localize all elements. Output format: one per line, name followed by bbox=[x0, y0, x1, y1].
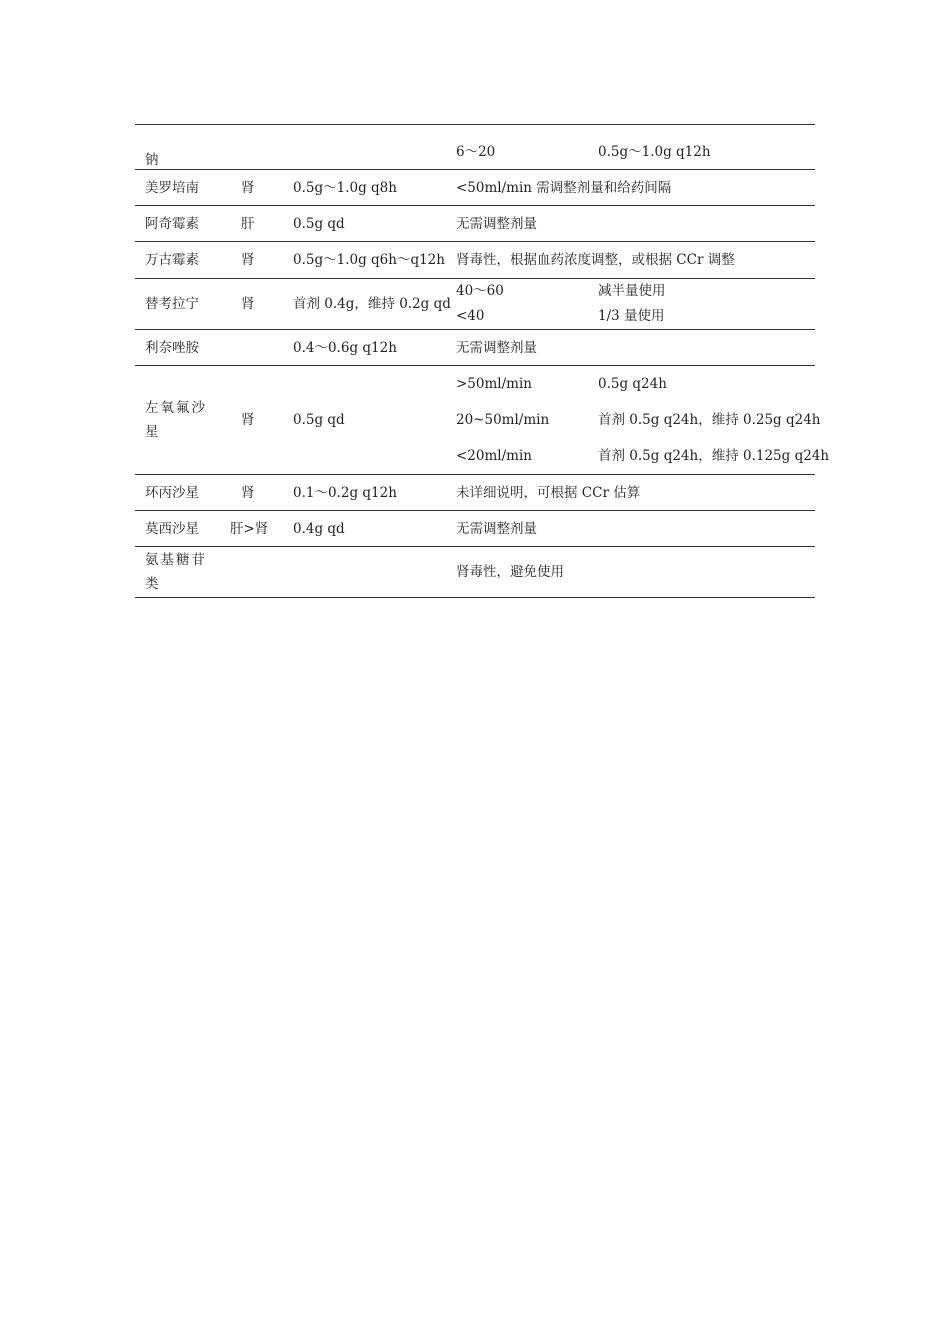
note-cell: <50ml/min 需调整剂量和给药间隔 bbox=[456, 180, 672, 196]
drug-name-cell: 环丙沙星 bbox=[145, 485, 199, 501]
note-cell: 肾毒性，根据血药浓度调整，或根据 CCr 调整 bbox=[456, 252, 735, 268]
table-rule bbox=[135, 205, 815, 206]
note-cell: 无需调整剂量 bbox=[456, 216, 537, 232]
ccr-cell: 40～60 bbox=[456, 283, 504, 299]
dose-cell: 0.4g qd bbox=[293, 521, 345, 537]
dose-cell: 0.1～0.2g q12h bbox=[293, 485, 397, 501]
ccr-cell: >50ml/min bbox=[456, 376, 532, 392]
ccr-cell: 6～20 bbox=[456, 144, 496, 160]
drug-name-cell: 万古霉素 bbox=[145, 252, 199, 268]
table-rule bbox=[135, 546, 815, 547]
table-rule bbox=[135, 124, 815, 125]
metabolism-cell: 肾 bbox=[241, 412, 255, 428]
dose-cell: 0.5g qd bbox=[293, 412, 345, 428]
dose-cell: 首剂 0.4g，维持 0.2g qd bbox=[293, 296, 451, 312]
note-cell: 肾毒性，避免使用 bbox=[456, 564, 564, 580]
adjust-cell: 首剂 0.5g q24h，维持 0.125g q24h bbox=[598, 448, 830, 464]
dose-cell: 0.4～0.6g q12h bbox=[293, 340, 397, 356]
note-cell: 无需调整剂量 bbox=[456, 340, 537, 356]
note-cell: 无需调整剂量 bbox=[456, 521, 537, 537]
metabolism-cell: 肝 bbox=[241, 216, 255, 232]
drug-name-cell: 钠 bbox=[145, 152, 159, 168]
adjust-cell: 0.5g q24h bbox=[598, 376, 667, 392]
drug-name-cell: 氨基糖苷类 bbox=[145, 552, 207, 592]
metabolism-cell: 肝>肾 bbox=[230, 521, 269, 537]
adjust-cell: 减半量使用 bbox=[598, 283, 666, 299]
table-rule bbox=[135, 510, 815, 511]
drug-name-cell: 美罗培南 bbox=[145, 180, 199, 196]
table-rule bbox=[135, 241, 815, 242]
drug-name-cell: 利奈唑胺 bbox=[145, 340, 199, 356]
ccr-cell: <20ml/min bbox=[456, 448, 532, 464]
table-rule bbox=[135, 365, 815, 366]
table-rule bbox=[135, 474, 815, 475]
adjust-cell: 首剂 0.5g q24h，维持 0.25g q24h bbox=[598, 412, 821, 428]
drug-name-cell: 莫西沙星 bbox=[145, 521, 199, 537]
dose-cell: 0.5g～1.0g q6h～q12h bbox=[293, 252, 445, 268]
drug-name-cell: 替考拉宁 bbox=[145, 296, 199, 312]
metabolism-cell: 肾 bbox=[241, 296, 255, 312]
note-cell: 未详细说明，可根据 CCr 估算 bbox=[456, 485, 641, 501]
drug-name-cell: 阿奇霉素 bbox=[145, 216, 199, 232]
adjust-cell: 1/3 量使用 bbox=[598, 308, 665, 324]
drug-name-cell: 左氧氟沙星 bbox=[145, 400, 207, 440]
adjust-cell: 0.5g～1.0g q12h bbox=[598, 144, 711, 160]
metabolism-cell: 肾 bbox=[241, 252, 255, 268]
metabolism-cell: 肾 bbox=[241, 485, 255, 501]
table-rule bbox=[135, 169, 815, 170]
table-rule bbox=[135, 278, 815, 279]
table-rule bbox=[135, 597, 815, 598]
metabolism-cell: 肾 bbox=[241, 180, 255, 196]
dose-cell: 0.5g～1.0g q8h bbox=[293, 180, 397, 196]
table-rule bbox=[135, 329, 815, 330]
dose-cell: 0.5g qd bbox=[293, 216, 345, 232]
ccr-cell: <40 bbox=[456, 308, 485, 324]
ccr-cell: 20~50ml/min bbox=[456, 412, 550, 428]
